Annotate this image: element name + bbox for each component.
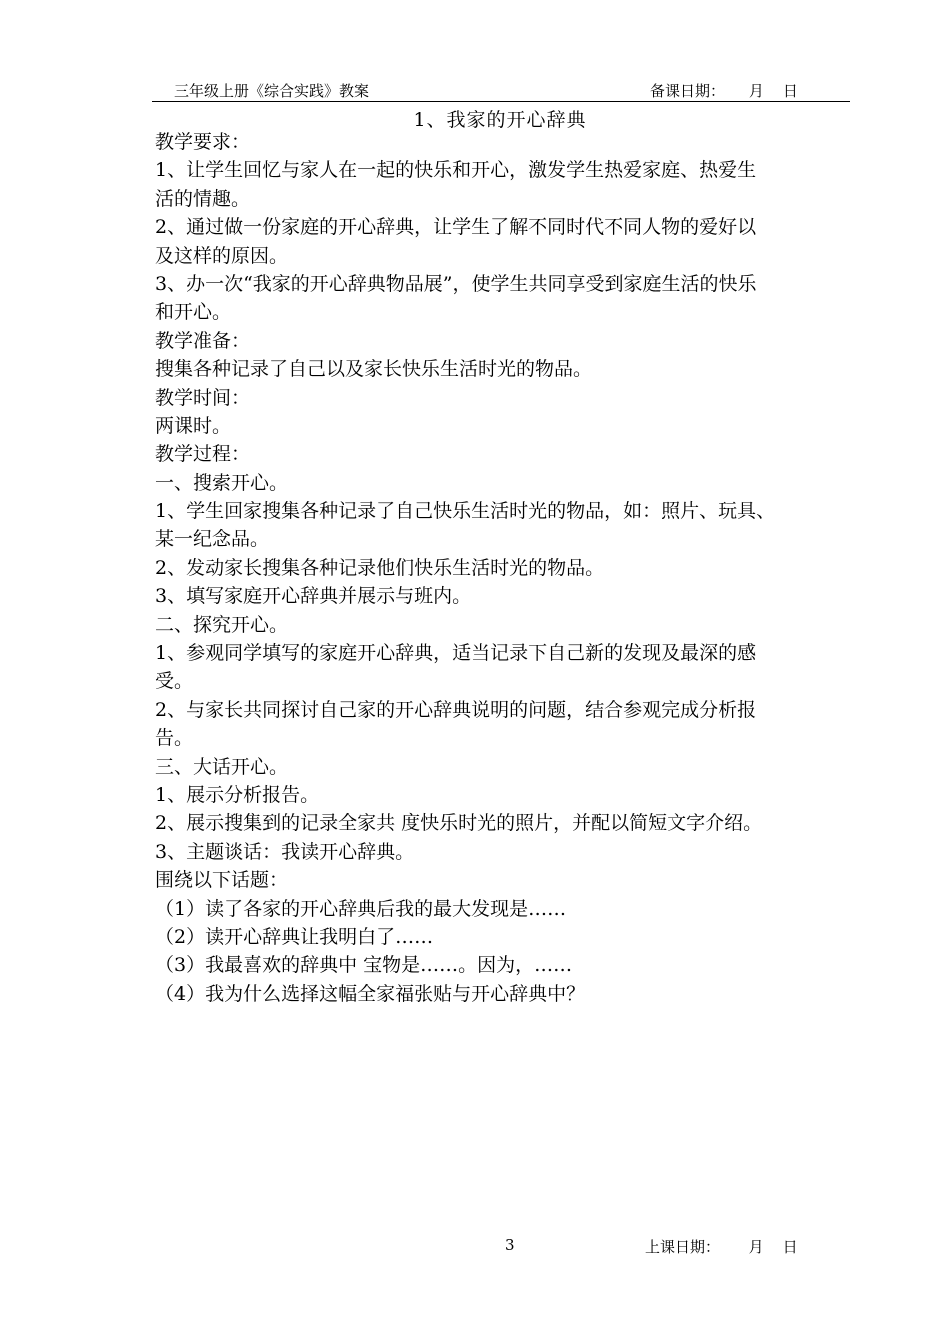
text-line: 2、展示搜集到的记录全家共 度快乐时光的照片，并配以简短文字介绍。 [155, 812, 763, 835]
text-line: 和开心。 [155, 301, 232, 324]
text-line: 2、与家长共同探讨自己家的开心辞典说明的问题，结合参观完成分析报 [155, 698, 757, 721]
text-line: 搜集各种记录了自己以及家长快乐生活时光的物品。 [155, 358, 593, 381]
text-line: （3）我最喜欢的辞典中 宝物是……。因为，…… [155, 954, 573, 977]
text-line: 教学准备： [155, 329, 251, 352]
text-line: 1、参观同学填写的家庭开心辞典，适当记录下自己新的发现及最深的感 [155, 642, 757, 665]
text-line: （1）读了各家的开心辞典后我的最大发现是…… [155, 897, 567, 920]
text-line: 3、主题谈话：我读开心辞典。 [155, 840, 415, 863]
course-title: 三年级上册《综合实践》教案 [174, 82, 370, 100]
text-line: 围绕以下话题： [155, 869, 289, 892]
text-line: 及这样的原因。 [155, 244, 289, 267]
lesson-title: 1、我家的开心辞典 [413, 109, 587, 131]
text-line: 一、搜索开心。 [155, 471, 289, 494]
text-line: 1、学生回家搜集各种记录了自己快乐生活时光的物品，如：照片、玩具、 [155, 500, 776, 523]
text-line: 1、让学生回忆与家人在一起的快乐和开心，激发学生热爱家庭、热爱生 [155, 159, 757, 182]
class-date: 上课日期： 月 日 [645, 1238, 798, 1256]
text-line: 3、填写家庭开心辞典并展示与班内。 [155, 585, 472, 608]
page-header [152, 80, 850, 102]
text-line: 3、办一次“我家的开心辞典物品展”，使学生共同享受到家庭生活的快乐 [155, 272, 757, 295]
prep-date: 备课日期： 月 日 [650, 82, 798, 100]
text-line: （2）读开心辞典让我明白了…… [155, 925, 434, 948]
text-line: （4）我为什么选择这幅全家福张贴与开心辞典中？ [155, 982, 586, 1005]
text-line: 某一纪念品。 [155, 528, 270, 551]
text-line: 告。 [155, 727, 194, 750]
text-line: 受。 [155, 670, 194, 693]
text-line: 三、大话开心。 [155, 755, 289, 778]
text-line: 二、探究开心。 [155, 613, 289, 636]
text-line: 2、通过做一份家庭的开心辞典，让学生了解不同时代不同人物的爱好以 [155, 216, 757, 239]
text-line: 教学过程： [155, 443, 251, 466]
text-line: 活的情趣。 [155, 187, 251, 210]
page-number: 3 [505, 1236, 515, 1254]
text-line: 1、展示分析报告。 [155, 783, 320, 806]
text-line: 两课时。 [155, 414, 232, 437]
text-line: 2、发动家长搜集各种记录他们快乐生活时光的物品。 [155, 556, 605, 579]
text-line: 教学时间： [155, 386, 251, 409]
lesson-body [155, 128, 855, 1008]
text-line: 教学要求： [155, 131, 251, 153]
